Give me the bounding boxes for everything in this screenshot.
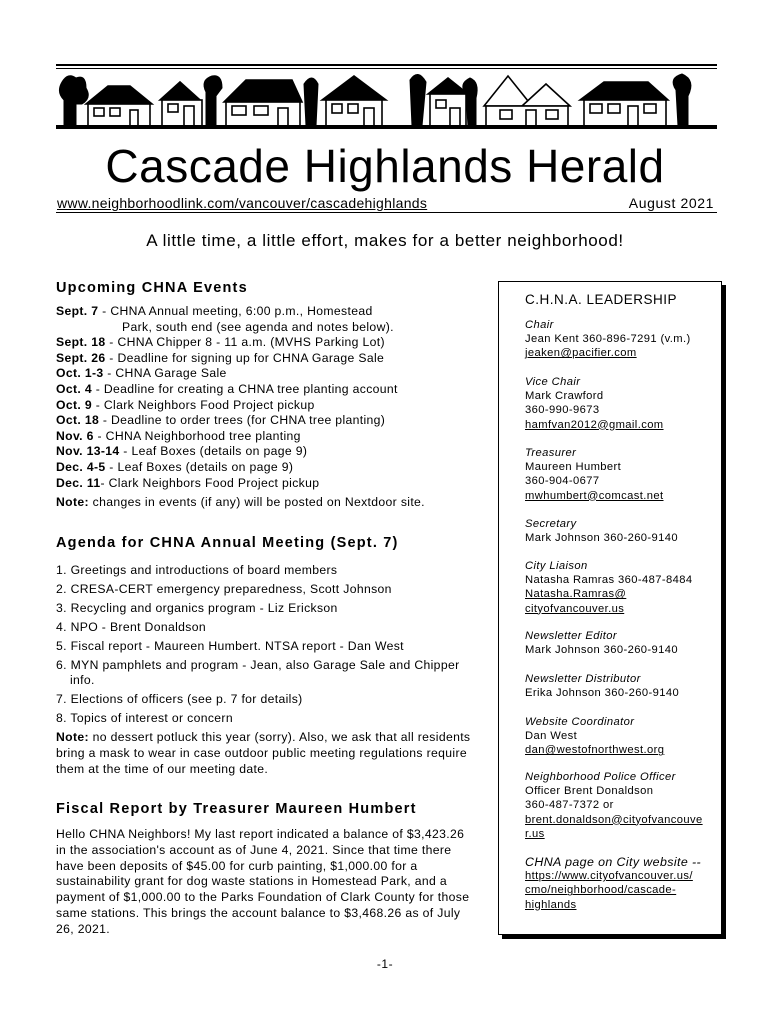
event-date: Oct. 1-3: [56, 366, 104, 381]
website-link[interactable]: www.neighborhoodlink.com/vancouver/cascadehighlands: [57, 195, 428, 211]
event-item: [56, 351, 476, 367]
event-item: [56, 398, 476, 414]
top-rule-thin: [56, 68, 717, 69]
masthead-rule: [56, 212, 717, 213]
fiscal-heading: Fiscal Report by Treasurer Maureen Humbert: [56, 801, 417, 817]
city-page-label: CHNA page on City website --: [525, 855, 702, 869]
tagline: A little time, a little effort, makes for a better neighborhood!: [146, 231, 624, 250]
event-separator: -: [91, 381, 104, 396]
leadership-box: [498, 281, 722, 935]
secretary-name-phone: Mark Johnson 360-260-9140: [525, 532, 679, 545]
event-item: [56, 444, 476, 460]
agenda-item: 8. Topics of interest or concern: [56, 711, 233, 726]
event-date: Oct. 18: [56, 413, 100, 428]
top-rule: [56, 64, 717, 66]
events-list: [56, 304, 476, 491]
event-date: Oct. 9: [56, 397, 92, 412]
fiscal-section: [56, 801, 471, 938]
events-note-label: Note:: [56, 495, 89, 510]
event-item: [56, 335, 476, 351]
agenda-note-text: no dessert potluck this year (sorry). Also, we ask that all residents bring a mask to wear in case outdoor public meeting regulations require them at the time of our meeting date.: [56, 730, 471, 776]
secretary-role: Secretary: [525, 518, 577, 530]
event-text: CHNA Neighborhood tree planting: [105, 428, 301, 443]
agenda-note-label: Note:: [56, 730, 89, 745]
event-date: Nov. 6: [56, 428, 94, 443]
newsletter-distributor-role: Newsletter Distributor: [525, 673, 641, 685]
agenda-item: 2. CRESA-CERT emergency preparedness, Scott Johnson: [56, 582, 392, 596]
event-separator: -: [99, 413, 111, 428]
event-date: Dec. 4-5: [56, 459, 106, 474]
secretary-entry: [525, 517, 721, 545]
website-coordinator-name: Dan West: [525, 730, 578, 743]
vice-chair-email[interactable]: hamfvan2012@gmail.com: [525, 418, 664, 431]
website-coordinator-email[interactable]: dan@westofnorthwest.org: [525, 744, 665, 757]
newsletter-editor-name-phone: Mark Johnson 360-260-9140: [525, 644, 679, 657]
police-officer-role: Neighborhood Police Officer: [525, 771, 676, 783]
vice-chair-phone: 360-990-9673: [525, 404, 600, 417]
events-section: [56, 280, 476, 511]
treasurer-phone: 360-904-0677: [525, 475, 600, 488]
chair-entry: [525, 318, 721, 361]
newsletter-editor-entry: [525, 629, 721, 657]
treasurer-email[interactable]: mwhumbert@comcast.net: [525, 489, 664, 502]
event-separator: -: [91, 397, 104, 412]
city-page-entry: [525, 855, 721, 912]
city-page-url-part3[interactable]: highlands: [525, 898, 577, 911]
event-separator: -: [100, 475, 109, 490]
city-liaison-email-part2[interactable]: cityofvancouver.us: [525, 602, 625, 615]
events-note-text: changes in events (if any) will be posted on Nextdoor site.: [88, 495, 425, 510]
police-officer-name: Officer Brent Donaldson: [525, 785, 654, 798]
event-item: [56, 460, 476, 476]
website-coordinator-entry: [525, 715, 721, 758]
event-item: [56, 429, 476, 445]
events-heading: Upcoming CHNA Events: [56, 280, 248, 296]
event-separator: -: [98, 304, 111, 318]
treasurer-name: Maureen Humbert: [525, 461, 622, 474]
vice-chair-role: Vice Chair: [525, 376, 581, 388]
city-page-url-part2[interactable]: cmo/neighborhood/cascade-: [525, 884, 677, 897]
chair-role: Chair: [525, 319, 554, 331]
leadership-title: C.H.N.A. LEADERSHIP: [525, 292, 678, 307]
event-date: Sept. 7: [56, 304, 99, 318]
police-officer-email-part2[interactable]: r.us: [525, 827, 545, 840]
event-separator: -: [103, 366, 116, 381]
event-date: Oct. 4: [56, 381, 92, 396]
agenda-section: [56, 535, 471, 778]
agenda-heading: Agenda for CHNA Annual Meeting (Sept. 7): [56, 535, 399, 551]
banner-base-rule: [56, 128, 717, 129]
event-item: [56, 366, 476, 382]
event-text: Clark Neighbors Food Project pickup: [103, 397, 315, 412]
event-separator: -: [105, 459, 118, 474]
event-item: [56, 413, 476, 429]
city-liaison-name-phone: Natasha Ramras 360-487-8484: [525, 574, 693, 587]
agenda-item: 7. Elections of officers (see p. 7 for details): [56, 692, 303, 707]
city-liaison-entry: [525, 559, 721, 616]
fiscal-body: Hello CHNA Neighbors! My last report indicated a balance of $3,423.26 in the association's account as of June 4, 2021. Since that time there have been deposits of $45.00 for curb painting, $1,000.00 for a sustainability grant for dog waste stations in Homestead Park, and a payment of $1,000.00 to the Parks Foundation of Clark County for those same stations. This brings the account balance to $3,468.26 as of July 26, 2021.: [56, 827, 470, 936]
city-page-url-part1[interactable]: https://www.cityofvancouver.us/: [525, 870, 693, 883]
city-liaison-email-part1[interactable]: Natasha.Ramras@: [525, 588, 627, 601]
treasurer-entry: [525, 446, 721, 503]
event-item: [56, 304, 476, 320]
chair-email[interactable]: jeaken@pacifier.com: [525, 347, 637, 360]
event-item: [56, 476, 476, 492]
agenda-note: [56, 730, 471, 777]
vice-chair-entry: [525, 375, 721, 432]
website-coordinator-role: Website Coordinator: [525, 716, 635, 728]
event-text: CHNA Chipper 8 - 11 a.m. (MVHS Parking Lot): [117, 335, 385, 350]
agenda-list: [56, 563, 471, 727]
houses-banner-illustration: [56, 70, 717, 128]
vice-chair-name: Mark Crawford: [525, 390, 604, 403]
event-item: [56, 382, 476, 398]
event-text: Leaf Boxes (details on page 9): [117, 459, 294, 474]
newsletter-title: Cascade Highlands Herald: [105, 140, 665, 192]
event-text: Deadline to order trees (for CHNA tree planting): [111, 413, 386, 428]
police-officer-entry: [525, 770, 721, 841]
agenda-item: 4. NPO - Brent Donaldson: [56, 620, 206, 634]
event-separator: -: [105, 350, 118, 365]
page-number: -1-: [376, 957, 394, 971]
treasurer-role: Treasurer: [525, 447, 577, 459]
event-text: Deadline for signing up for CHNA Garage Sale: [117, 350, 385, 365]
event-date: Nov. 13-14: [56, 444, 120, 459]
event-text: Park, south end (see agenda and notes below).: [122, 319, 394, 334]
event-date: Dec. 11: [56, 475, 101, 490]
newsletter-distributor-entry: [525, 672, 721, 700]
agenda-item: 3. Recycling and organics program - Liz Erickson: [56, 601, 338, 615]
event-text: Clark Neighbors Food Project pickup: [108, 475, 320, 490]
event-text: Deadline for creating a CHNA tree planting account: [103, 381, 398, 396]
city-liaison-role: City Liaison: [525, 560, 588, 572]
events-note: [56, 495, 476, 511]
police-officer-email-part1[interactable]: brent.donaldson@cityofvancouve: [525, 813, 703, 826]
agenda-item: 5. Fiscal report - Maureen Humbert. NTSA report - Dan West: [56, 639, 404, 653]
newsletter-editor-role: Newsletter Editor: [525, 630, 617, 642]
event-text: Leaf Boxes (details on page 9): [131, 444, 308, 459]
event-item: [56, 320, 476, 336]
event-date: Sept. 18: [56, 335, 106, 350]
police-officer-phone: 360-487-7372 or: [525, 799, 614, 812]
issue-date: August 2021: [628, 195, 714, 211]
event-separator: -: [93, 428, 106, 443]
event-text: CHNA Garage Sale: [115, 366, 227, 381]
event-separator: -: [119, 444, 132, 459]
chair-name-phone: Jean Kent 360-896-7291 (v.m.): [525, 333, 691, 346]
newsletter-distributor-name-phone: Erika Johnson 360-260-9140: [525, 687, 680, 700]
event-separator: -: [105, 335, 118, 350]
agenda-item: 6. MYN pamphlets and program - Jean, also Garage Sale and Chipper info.: [56, 658, 460, 688]
event-text: CHNA Annual meeting, 6:00 p.m., Homestead: [110, 304, 373, 318]
agenda-item: 1. Greetings and introductions of board members: [56, 563, 338, 577]
event-date: Sept. 26: [56, 350, 106, 365]
